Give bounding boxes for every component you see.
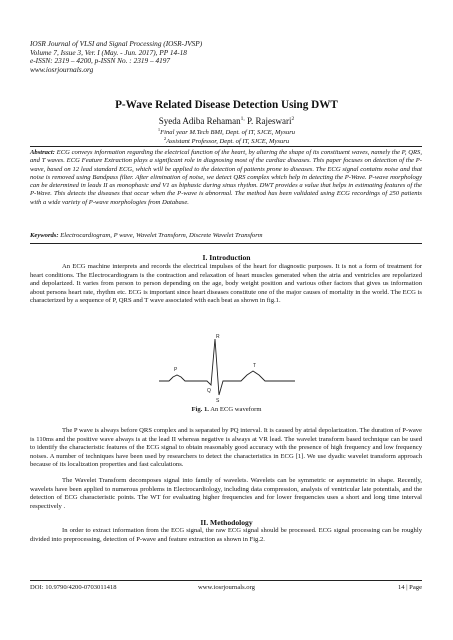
keywords-block (30, 232, 422, 239)
author-2: P. Rajeswari (244, 116, 292, 126)
affiliation-2-sup: 2 (163, 136, 167, 141)
ecg-label-s: S (216, 398, 220, 403)
paper-title: P-Wave Related Disease Detection Using DWT (115, 99, 338, 111)
journal-volume: Volume 7, Issue 3, Ver. I (May. - Jun. 2017), PP 14-18 (30, 47, 187, 57)
keywords-text: Electrocardiogram, P wave, Wavelet Transform, Discrete Wavelet Transform (58, 232, 263, 239)
abstract-label: Abstract: (30, 149, 55, 156)
section-heading-introduction: I. Introduction (202, 253, 251, 262)
affiliation-1 (0, 127, 453, 136)
intro-paragraph-1: An ECG machine interprets and records the electrical impulses of the heart for diagnostic purposes. It is not a form of treatment for heart conditions. The Electrocardiogram is the contraction and relaxation of heart muscles generated when the atria and ventricles are repolarized and depolarized. It varies from person to person depending on the age, body weight position and various other factors that gives us information about persons heart rate, rhythm etc. ECG is important since heart diseases constitute one of the major causes of mortality in the world. The ECG is characterized by a sequence of P, QRS and T wave associated with each beat as shown in fig.1. (30, 263, 422, 304)
keywords-label: Keywords: (30, 232, 59, 239)
ecg-label-r: R (216, 334, 220, 340)
abstract-block (30, 149, 422, 207)
affiliation-1-sup: 1 (157, 127, 161, 132)
ecg-trace (159, 339, 295, 395)
ecg-label-q: Q (207, 388, 211, 394)
methodology-paragraph-1: In order to extract information from the ECG signal, the raw ECG signal should be processed. ECG signal processing can be roughly divided into preprocessing, detection of P-wave and feature extraction as shown in Fig.2. (30, 527, 422, 543)
author-1-sup: 1, (240, 116, 245, 122)
abstract-text: ECG conveys information regarding the electrical function of the heart, by altering the shape of its constituent waves, namely the P, QRS, and T waves. ECG Feature Extraction plays a significant role in diagnosing most of the cardiac diseases. This paper focuses on detection of the P-wave, based on 12 lead standard ECG, which will be applied to the detection of patients prone to diseases. The ECG signal contains noise and that noise is removed using Bandpass filter. After elimination of noise, we detect QRS complex which help in detecting the P-Wave. P-wave morphology can be determined in leads II as monophasic and V1 as biphasic during sinus rhythm. DWT provides a value that helps in estimating features of the P-Wave. This detects the diseases that occur when the P-wave is abnormal. The method has been validated using ECG recordings of 250 patients with a wide variety of P-wave morphologies from Database. (30, 149, 422, 206)
author-2-sup: 2 (291, 116, 295, 122)
affiliation-1-text: Final year M.Tech BMI, Dept. of IT, SJCE, Mysuru (160, 129, 296, 137)
footer-website[interactable]: www.iosrjournals.org (198, 584, 255, 591)
figure-1-caption-text: An ECG waveform (208, 406, 262, 413)
affiliation-2 (0, 136, 453, 145)
figure-1-caption (0, 406, 453, 413)
ecg-waveform-figure (157, 333, 297, 403)
intro-paragraph-3: The Wavelet Transform decomposes signal into family of wavelets. Wavelets can be symmetric or asymmetric in shape. Recently, wavelets have been applied to numerous problems in Electrocardiology, including data compression, analysis of ventricular late potentials, and the detection of ECG characteristic points. The WT for evaluating higher frequencies and for lower frequencies uses a short and long time interval respectively . (30, 477, 422, 510)
footer-rule (30, 580, 422, 581)
journal-name: IOSR Journal of VLSI and Signal Processing (IOSR-JVSP) (30, 39, 203, 48)
footer-page-number: 14 | Page (397, 584, 422, 591)
author-1: Syeda Adiba Rehaman (158, 116, 241, 126)
abstract-bottom-rule (30, 243, 422, 244)
author-line (0, 116, 453, 126)
journal-issn: e-ISSN: 2319 – 4200, p-ISSN No. : 2319 – 4197 (30, 56, 171, 66)
ecg-label-t: T (253, 363, 257, 369)
ecg-label-p: P (174, 367, 178, 373)
abstract-top-rule (30, 146, 422, 147)
intro-paragraph-2: The P wave is always before QRS complex and is separated by PQ interval. It is caused by atrial depolarization. The duration of P-wave is 110ms and the positive wave always is at the lead II whereas negative is always at VR lead. The wavelet transform based technique can be used to identify the characteristic features of the ECG signal to obtain reasonably good accuracy with the presence of high frequency and low frequency noises. A number of techniques have been used by researchers to detect the characteristics in ECG [1]. We use dyadic wavelet transform approach because of its localization properties and fast calculations. (30, 427, 422, 468)
figure-1-label: Fig. 1. (191, 406, 209, 413)
journal-header (30, 40, 202, 74)
journal-website[interactable]: www.iosrjournals.org (30, 64, 94, 74)
affiliation-2-text: Assistant Professor, Dept. of IT, SJCE, Mysuru (166, 138, 290, 146)
footer-doi: DOI: 10.9790/4200-0703011418 (30, 584, 117, 591)
section-heading-methodology: II. Methodology (200, 518, 253, 527)
